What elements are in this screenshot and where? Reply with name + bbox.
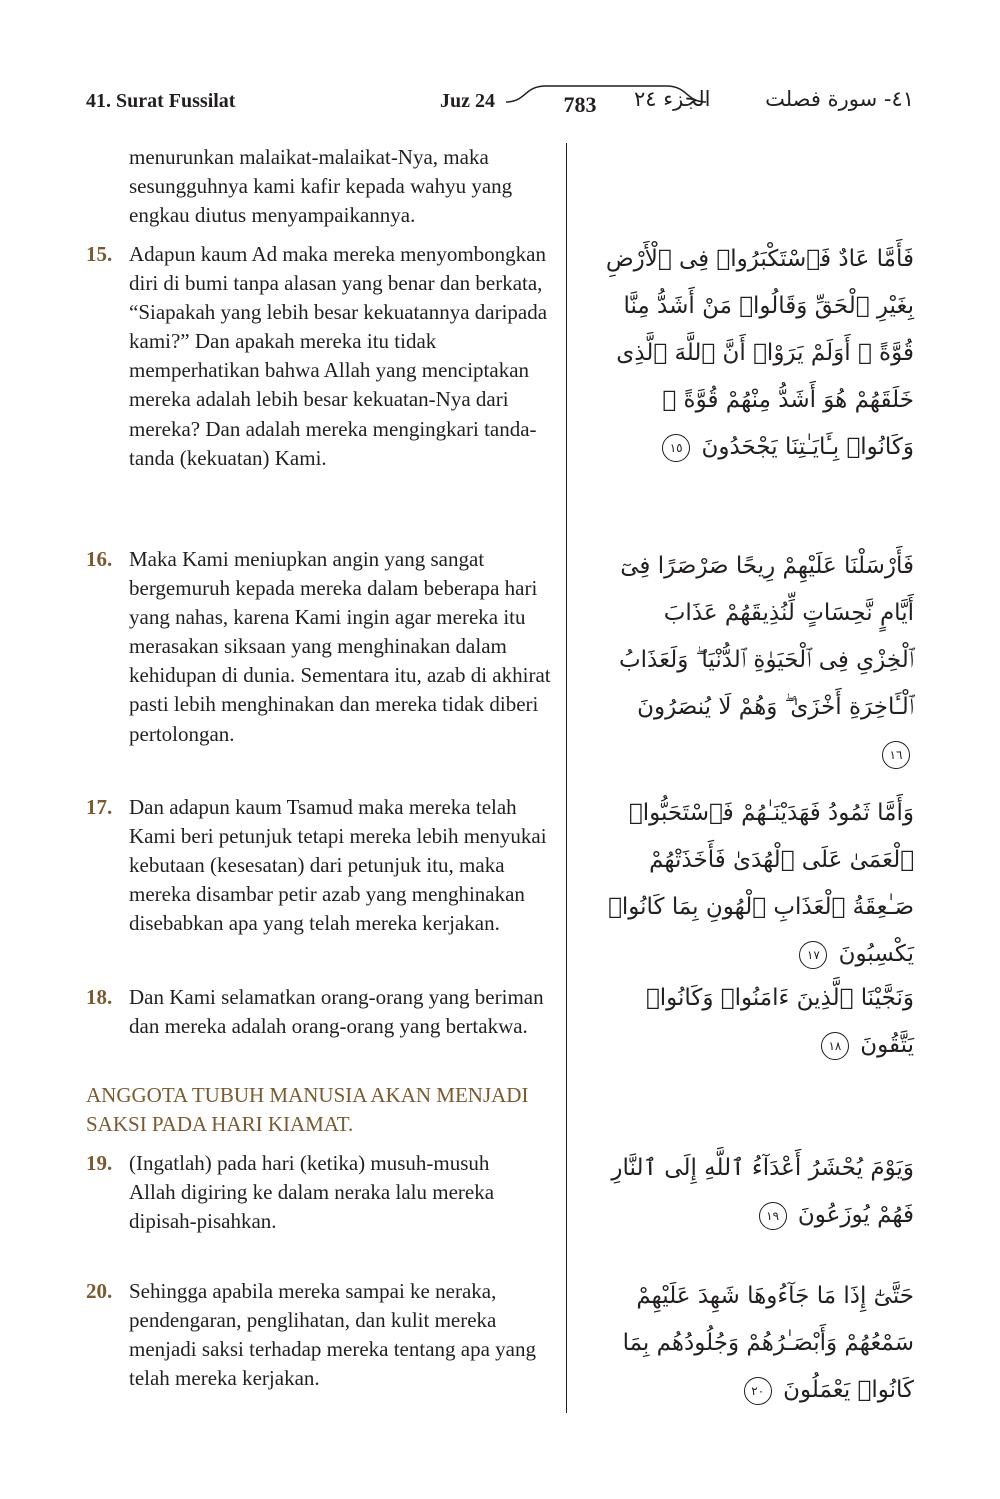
translation-verse-19: [86, 1149, 516, 1236]
translation-continuation: [86, 143, 560, 230]
ayah-end-marker: ١٨: [821, 1032, 849, 1060]
translation-verse-20: [86, 1277, 560, 1393]
verse-number: 20.: [86, 1279, 113, 1303]
arabic-text: وَأَمَّا ثَمُودُ فَهَدَيْنَـٰهُمْ فَٱسْتَحَبُّوا۟ ٱلْعَمَىٰ عَلَى ٱلْهُدَىٰ فَأَخَذَتْهُمْ صَـٰعِقَةُ ٱلْعَذَابِ ٱلْهُونِ بِمَا كَانُوا۟ يَكْسِبُونَ: [608, 800, 914, 967]
arabic-verse-19: [604, 1145, 914, 1239]
surah-title-latin: 41. Surat Fussilat: [86, 90, 236, 112]
translation-verse-18: [86, 983, 560, 1041]
ayah-end-marker: ٢٠: [744, 1377, 772, 1405]
translation-verse-17: [86, 793, 560, 938]
arabic-text: فَأَمَّا عَادٌ فَٱسْتَكْبَرُوا۟ فِى ٱلْأَرْضِ بِغَيْرِ ٱلْحَقِّ وَقَالُوا۟ مَنْ أَشَدُّ مِنَّا قُوَّةً ۖ أَوَلَمْ يَرَوْا۟ أَنَّ ٱللَّهَ ٱلَّذِى خَلَقَهُمْ هُوَ أَشَدُّ مِنْهُمْ قُوَّةً ۖ وَكَانُوا۟ بِـَٔايَـٰتِنَا يَجْحَدُونَ: [605, 246, 914, 460]
ayah-end-marker: ١٥: [662, 434, 690, 462]
translation-text: Sehingga apabila mereka sampai ke neraka, pendengaran, penglihatan, dan kulit mereka menjadi saksi terhadap mereka tentang apa yang telah mereka kerjakan.: [129, 1279, 536, 1391]
page-header: [86, 84, 914, 124]
arabic-text: فَأَرْسَلْنَا عَلَيْهِمْ رِيحًا صَرْصَرًا فِىٓ أَيَّامٍ نَّحِسَاتٍ لِّنُذِيقَهُمْ عَذَابَ ٱلْخِزْىِ فِى ٱلْحَيَوٰةِ ٱلدُّنْيَا ۖ وَلَعَذَابُ ٱلْـَٔاخِرَةِ أَخْزَىٰ ۖ وَهُمْ لَا يُنصَرُونَ: [619, 553, 914, 720]
verse-number: 15.: [86, 242, 113, 266]
verse-number: 18.: [86, 985, 113, 1009]
verse-number: 16.: [86, 547, 113, 571]
translation-text: Dan Kami selamatkan orang-orang yang beriman dan mereka adalah orang-orang yang bertakwa.: [129, 985, 544, 1039]
translation-text: Adapun kaum Ad maka mereka menyombongkan diri di bumi tanpa alasan yang benar dan berkata, “Siapakah yang lebih besar kekuatannya daripada kami?” Dan apakah mereka itu tidak memperhatikan bahwa Allah yang menciptakan mereka adalah lebih besar kekuatan-Nya dari mereka? Dan adalah mereka mengingkari tanda-tanda (kekuatan) Kami.: [129, 242, 548, 470]
translation-verse-15: [86, 240, 560, 473]
juz-label-arabic: الجزء ٢٤: [634, 87, 711, 111]
arabic-text: حَتَّىٰٓ إِذَا مَا جَآءُوهَا شَهِدَ عَلَيْهِمْ سَمْعُهُمْ وَأَبْصَـٰرُهُمْ وَجُلُودُهُم بِمَا كَانُوا۟ يَعْمَلُونَ: [622, 1283, 914, 1403]
arabic-text: وَيَوْمَ يُحْشَرُ أَعْدَآءُ ٱللَّهِ إِلَى ٱلنَّارِ فَهُمْ يُوزَعُونَ: [611, 1155, 914, 1228]
page-number: 783: [563, 92, 597, 117]
arabic-verse-20: [604, 1273, 914, 1414]
translation-text: menurunkan malaikat-malaikat-Nya, maka sesungguhnya kami kafir kepada wahyu yang engkau diutus menyampaikannya.: [129, 145, 513, 228]
juz-label-latin: Juz 24: [440, 90, 495, 112]
arabic-verse-16: [604, 543, 914, 778]
ayah-end-marker: ١٦: [882, 741, 910, 769]
ayah-end-marker: ١٩: [759, 1202, 787, 1230]
arabic-verse-17: [604, 790, 914, 978]
verse-number: 19.: [86, 1151, 113, 1175]
translation-text: Maka Kami meniupkan angin yang sangat bergemuruh kepada mereka dalam beberapa hari yang nahas, karena Kami ingin agar mereka itu merasakan siksaan yang menghinakan dalam kehidupan di dunia. Sementara itu, azab di akhirat pasti lebih menghinakan dan mereka tidak diberi pertolongan.: [129, 547, 551, 746]
arabic-verse-15: [604, 236, 914, 471]
section-heading: ANGGOTA TUBUH MANUSIA AKAN MENJADI SAKSI PADA HARI KIAMAT.: [86, 1083, 529, 1136]
arabic-text: وَنَجَّيْنَا ٱلَّذِينَ ءَامَنُوا۟ وَكَانُوا۟ يَتَّقُونَ: [645, 985, 914, 1058]
translation-text: Dan adapun kaum Tsamud maka mereka telah Kami beri petunjuk tetapi mereka lebih menyukai kebutaan (kesesatan) dari petunjuk itu, maka mereka disambar petir azab yang menghinakan disebabkan apa yang telah mereka kerjakan.: [129, 795, 547, 936]
ayah-end-marker: ١٧: [799, 941, 827, 969]
translation-verse-16: [86, 545, 560, 749]
arabic-verse-18: [604, 975, 914, 1069]
verse-number: 17.: [86, 795, 113, 819]
translation-text: (Ingatlah) pada hari (ketika) musuh-musuh Allah digiring ke dalam neraka lalu mereka dipisah-pisahkan.: [129, 1151, 495, 1234]
surah-title-arabic: ٤١- سورة فصلت: [765, 87, 914, 111]
column-divider: [566, 143, 567, 1413]
